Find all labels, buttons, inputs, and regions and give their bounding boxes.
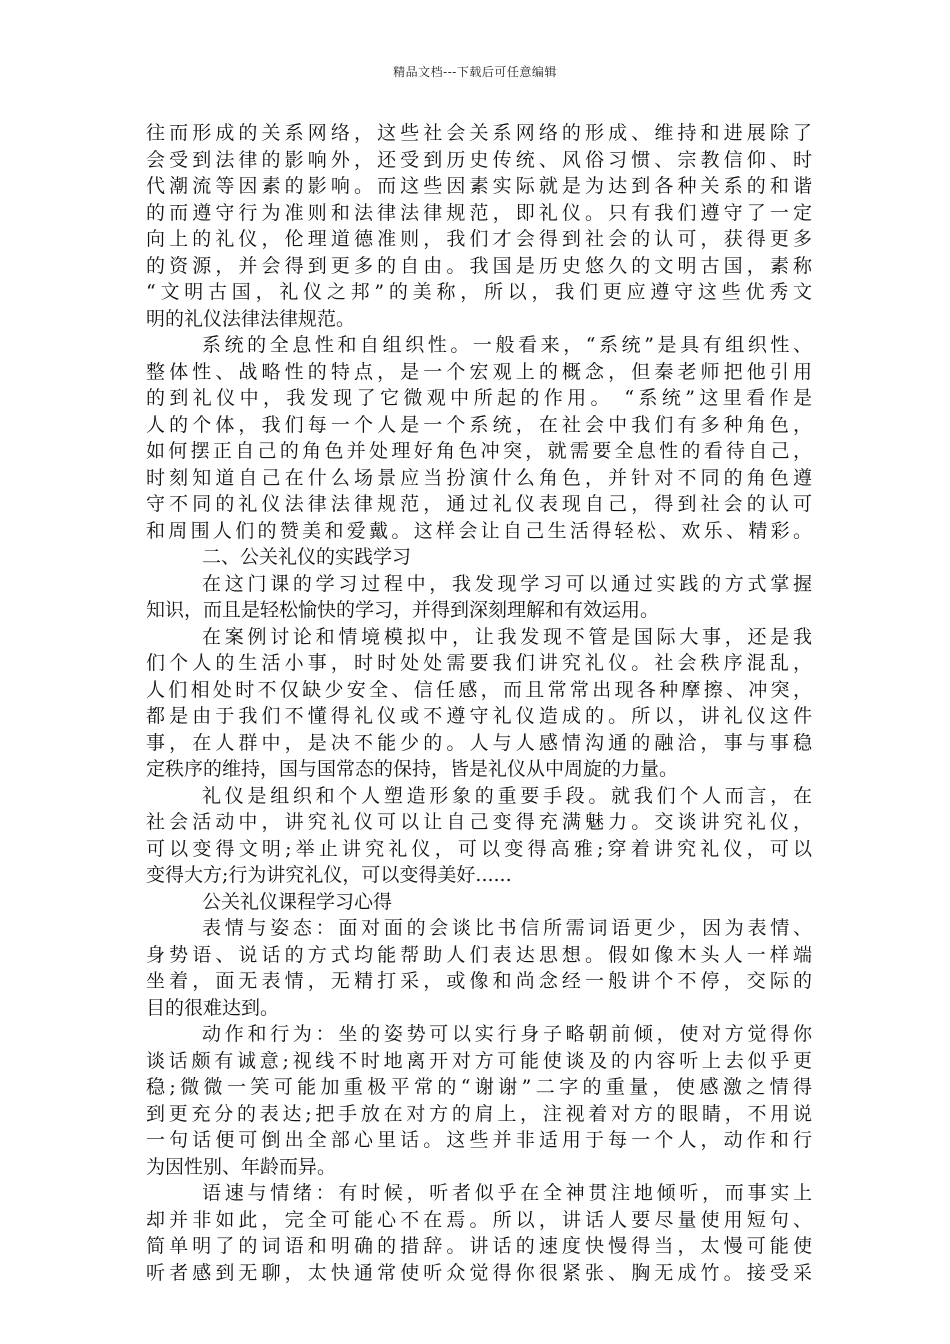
text-line: 的而遵守行为准则和法律法律规范，即礼仪。只有我们遵守了一定 [146, 201, 812, 224]
text-line: 坐着，面无表情，无精打采，或像和尚念经一般讲个不停，交际的 [146, 970, 812, 992]
text-line: 往而形成的关系网络，这些社会关系网络的形成、维持和进展除了 [146, 122, 812, 144]
text-line: 代潮流等因素的影响。而这些因素实际就是为达到各种关系的和谐 [146, 175, 812, 197]
text-line: 稳;微微一笑可能加重极平常的“谢谢”二字的重量，使感激之情得 [146, 1076, 812, 1098]
text-line: 却并非如此，完全可能心不在焉。所以，讲话人要尽量使用短句、 [146, 1208, 812, 1231]
text-line: 会受到法律的影响外，还受到历史传统、风俗习惯、宗教信仰、时 [146, 148, 812, 171]
text-line: 的资源，并会得到更多的自由。我国是历史悠久的文明古国，素称 [146, 254, 812, 277]
page-header: 精品文档---下载后可任意编辑 [393, 65, 557, 79]
text-line: 人们相处时不仅缺少安全、信任感，而且常常出现各种摩擦、冲突， [146, 678, 812, 701]
text-line: 公关礼仪课程学习心得 [202, 890, 393, 913]
text-line: 们个人的生活小事，时时处处需要我们讲究礼仪。社会秩序混乱， [146, 652, 812, 674]
text-line: 知识，而且是轻松愉快的学习，并得到深刻理解和有效运用。 [146, 599, 660, 621]
text-line: 系统的全息性和自组织性。一般看来，“系统”是具有组织性、 [202, 334, 812, 356]
text-line: 都是由于我们不懂得礼仪或不遵守礼仪造成的。所以，讲礼仪这件 [146, 705, 812, 727]
text-line: 听者感到无聊，太快通常使听众觉得你很紧张、胸无成竹。接受采 [146, 1261, 812, 1284]
text-line: 礼仪是组织和个人塑造形象的重要手段。就我们个人而言，在 [202, 784, 812, 807]
text-line: 身势语、说话的方式均能帮助人们表达思想。假如像木头人一样端 [146, 943, 812, 966]
text-line: 社会活动中，讲究礼仪可以让自己变得充满魅力。交谈讲究礼仪， [146, 811, 812, 833]
document-body [146, 120, 812, 1286]
text-line: 谈话颇有诚意;视线不时地离开对方可能使谈及的内容听上去似乎更 [146, 1049, 812, 1072]
text-line: 动作和行为：坐的姿势可以实行身子略朝前倾，使对方觉得你 [202, 1023, 812, 1045]
text-line: 到更充分的表达;把手放在对方的肩上，注视着对方的眼睛，不用说 [146, 1102, 812, 1125]
text-line: 事，在人群中，是决不能少的。人与人感情沟通的融洽，事与事稳 [146, 731, 812, 754]
text-line: 目的很难达到。 [146, 996, 280, 1019]
text-line: 定秩序的维持，国与国常态的保持，皆是礼仪从中周旋的力量。 [146, 758, 679, 780]
text-line: 人的个体，我们每一个人是一个系统，在社会中我们有多种角色， [146, 413, 812, 436]
text-line: 守不同的礼仪法律法律规范，通过礼仪表现自己，得到社会的认可 [146, 493, 812, 515]
text-line: 在这门课的学习过程中，我发现学习可以通过实践的方式掌握 [202, 572, 812, 595]
text-line: 向上的礼仪，伦理道德准则，我们才会得到社会的认可，获得更多 [146, 228, 812, 250]
text-line: 变得大方;行为讲究礼仪，可以变得美好...... [146, 864, 512, 886]
text-line: 和周围人们的赞美和爱戴。这样会让自己生活得轻松、欢乐、精彩。 [146, 519, 812, 542]
text-line: 可以变得文明;举止讲究礼仪，可以变得高雅;穿着讲究礼仪，可以 [146, 837, 812, 860]
text-line: 明的礼仪法律法律规范。 [146, 307, 356, 330]
text-line: 简单明了的词语和明确的措辞。讲话的速度快慢得当，太慢可能使 [146, 1235, 812, 1257]
text-line: 一句话便可倒出全部心里话。这些并非适用于每一个人，动作和行 [146, 1129, 812, 1151]
text-line: 整体性、战略性的特点，是一个宏观上的概念，但秦老师把他引用 [146, 360, 812, 383]
text-line: 的到礼仪中，我发现了它微观中所起的作用。 “系统”这里看作是 [146, 387, 812, 409]
text-line: 为因性别、年龄而异。 [146, 1155, 337, 1178]
text-line: 在案例讨论和情境模拟中，让我发现不管是国际大事，还是我 [202, 625, 812, 648]
text-line: 二、公关礼仪的实践学习 [202, 546, 412, 568]
text-line: “文明古国，礼仪之邦”的美称，所以，我们更应遵守这些优秀文 [146, 281, 812, 303]
text-line: 时刻知道自己在什么场景应当扮演什么角色，并针对不同的角色遵 [146, 466, 812, 489]
text-line: 语速与情绪：有时候，听者似乎在全神贯注地倾听，而事实上 [202, 1182, 812, 1204]
text-line: 表情与姿态：面对面的会谈比书信所需词语更少，因为表情、 [202, 917, 812, 939]
text-line: 如何摆正自己的角色并处理好角色冲突，就需要全息性的看待自己， [146, 440, 812, 462]
